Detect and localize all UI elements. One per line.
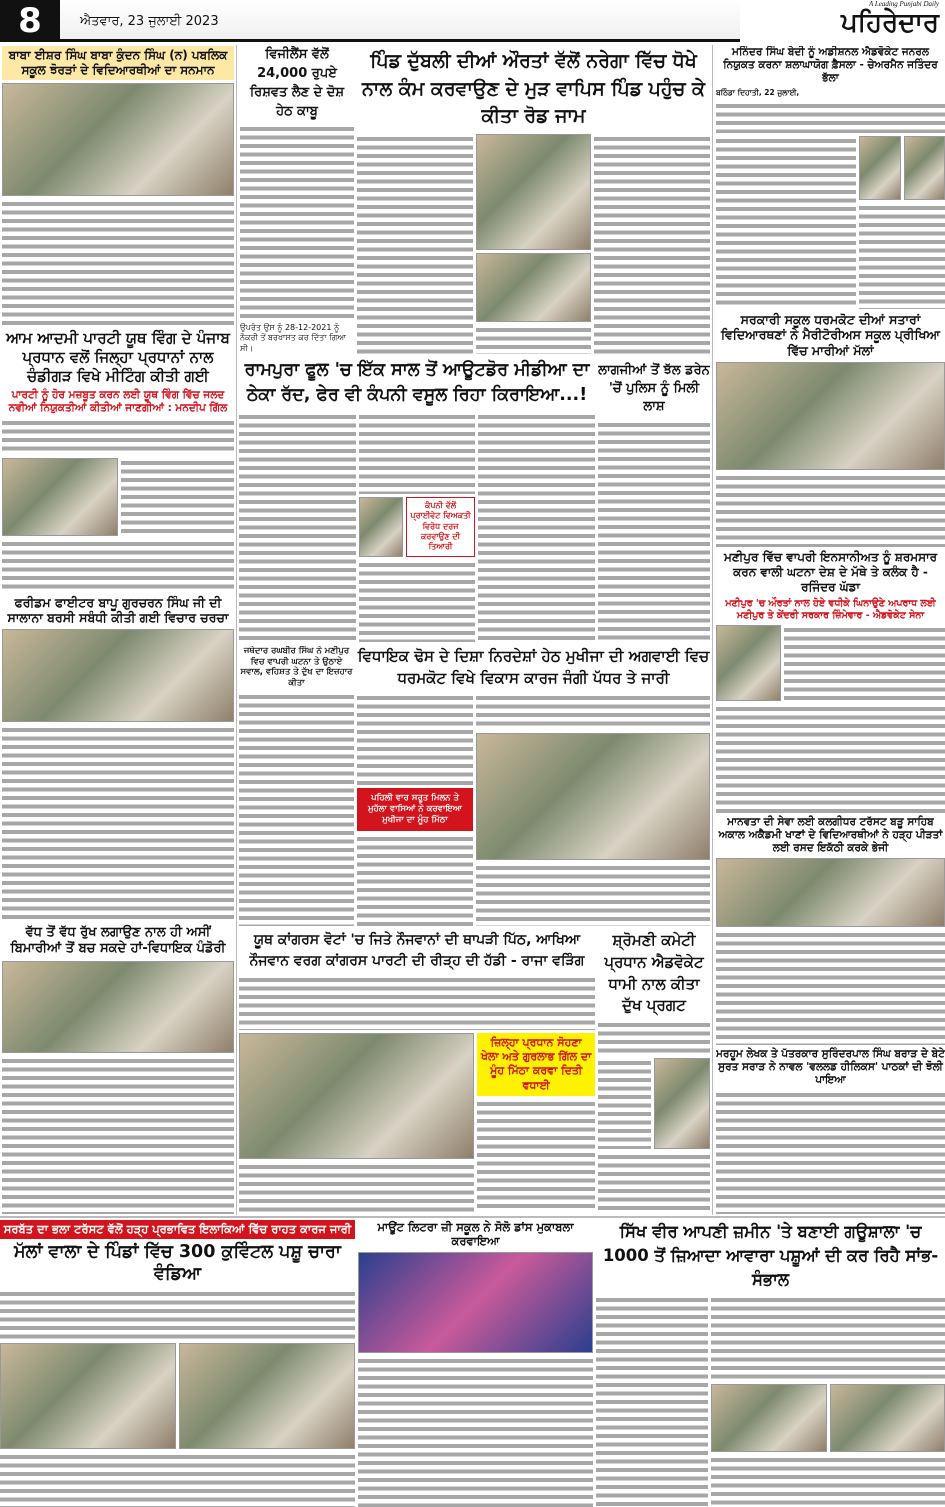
headline: ਮਾਨਵਤਾ ਦੀ ਸੇਵਾ ਲਈ ਕਲਗੀਧਰ ਟਰੱਸਟ ਬੜੂ ਸਾਹਿਬ ਅਕਾਲ ਅਕੈਡਮੀ ਖਾਣਾਂ ਦੇ ਵਿਦਿਆਰਥੀਆਂ ਨੇ ਹੜ੍ਹ ਪੀੜਤਾਂ ਲਈ ਰਸਦ ਇਕੱਠੀ ਕਰਕੇ ਭੇਜੀ: [716, 816, 945, 855]
inset-row: [359, 497, 476, 557]
photo: [2, 961, 234, 1054]
youth-article: [239, 930, 595, 1212]
highlight-box: ਜ਼ਿਲ੍ਹਾ ਪ੍ਰਧਾਨ ਸੋਹਣਾ ਖੇਲਾ ਅਤੇ ਗੁਰਲਾਭ ਗਿੱਲ ਦਾ ਮੂੰਹ ਮਿੱਠਾ ਕਰਵਾ ਦਿਤੀ ਵਧਾਈ: [477, 1033, 595, 1096]
logo-text: ਪਹਿਰੇਦਾਰ: [841, 8, 939, 38]
article-body: [716, 473, 945, 547]
photo: [239, 1033, 474, 1159]
article-body: [2, 539, 234, 592]
header-date: ਐਤਵਾਰ, 23 ਜੁਲਾਈ 2023: [80, 14, 219, 29]
article-subcolumn: [711, 1295, 945, 1507]
article-body: [598, 1058, 651, 1149]
article-body: [478, 412, 595, 642]
article-body: [716, 930, 945, 1044]
portrait-photo: [859, 136, 901, 200]
article-row: [357, 693, 710, 927]
photo: [476, 733, 710, 860]
article-body: [476, 325, 592, 354]
article-subcolumn: [476, 693, 710, 927]
column-divider: [712, 45, 713, 1215]
photo-row: [711, 1384, 945, 1453]
photo: [716, 858, 945, 927]
article-body: [596, 1295, 708, 1507]
gaushala-article: [596, 1220, 945, 1507]
portrait-row: [859, 136, 945, 200]
article-body: [239, 692, 354, 927]
headline: ਮਣੀਪੁਰ ਵਿੱਚ ਵਾਪਰੀ ਇਨਸਾਨੀਅਤ ਨੂੰ ਸ਼ਰਮਸਾਰ ਕਰਨ ਵਾਲੀ ਘਟਨਾ ਦੇਸ਼ ਦੇ ਮੱਥੇ ਤੇ ਕਲੰਕ ਹੈ - ਰਜਿੰਦਰ ਘੱਡਾ: [716, 550, 945, 595]
photo: [830, 1384, 945, 1453]
photo: [0, 1343, 176, 1449]
article-body: [716, 101, 945, 133]
column-right: [716, 46, 945, 1214]
article-body: [357, 834, 473, 926]
article-body: [716, 1090, 945, 1214]
article-subcolumn: [359, 412, 476, 642]
headline: ਜਥੇਦਾਰ ਰਘਬੀਰ ਸਿੰਘ ਨੇ ਮਣੀਪੁਰ ਵਿਚ ਵਾਪਰੀ ਘਟਨਾ ਤੇ ਉਠਾਏ ਸਵਾਲ, ਵਹਿਸ਼ਤ ਤੇ ਦੁੱਖ ਦਾ ਇਜ਼ਹਾਰ ਕੀਤਾ: [240, 646, 353, 688]
police-article: [598, 362, 710, 642]
article-body: [784, 625, 945, 701]
article-body: [476, 863, 710, 926]
article-row: [596, 1295, 945, 1507]
portrait-photo: [654, 1058, 710, 1149]
headline: ਸਿੱਖ ਵੀਰ ਆਪਣੀ ਜ਼ਮੀਨ 'ਤੇ ਬਣਾਈ ਗਊਸ਼ਾਲਾ 'ਚ 1000 ਤੋਂ ਜ਼ਿਆਦਾ ਆਵਾਰਾ ਪਸ਼ੂਆਂ ਦੀ ਕਰ ਰਿਹੈ ਸਾਂਭ-ਸੰਭਾਲ: [596, 1220, 945, 1292]
sarbat-article: [0, 1220, 355, 1507]
article-body: [240, 124, 354, 319]
article-body: [359, 560, 476, 642]
article-subcolumn: [477, 1033, 595, 1212]
article-body: [598, 420, 710, 642]
article-row: [239, 1033, 595, 1212]
tagline: A Leading Punjabi Daily: [868, 0, 939, 8]
photo: [358, 1252, 593, 1353]
article-body: [0, 1289, 355, 1340]
vigilance-article: [240, 46, 354, 354]
headline: ਮਨਿੰਦਰ ਸਿੰਘ ਬੇਦੀ ਨੂੰ ਅਡੀਸ਼ਨਲ ਐਡਵੋਕੇਟ ਜਨਰਲ ਨਿਯੁਕਤ ਕਰਨਾ ਸ਼ਲਾਘਾਯੋਗ ਫ਼ੈਸਲਾ - ਚੇਅਰਮੈਨ ਜਤਿੰਦਰ ਭੱਲਾ: [716, 46, 945, 85]
photo: [179, 1343, 355, 1449]
photo: [716, 362, 945, 470]
article-subcolumn: [239, 1033, 474, 1212]
headline: ਵਿਧਾਇਕ ਢੋਸ ਦੇ ਦਿਸ਼ਾ ਨਿਰਦੇਸ਼ਾਂ ਹੇਠ ਮੁਖੀਜਾ ਦੀ ਅਗਵਾਈ ਵਿਚ ਧਰਮਕੋਟ ਵਿਖੇ ਵਿਕਾਸ ਕਾਰਜ ਜੰਗੀ ਪੱਧਰ ਤੇ ਜਾਰੀ: [357, 646, 710, 690]
article-body: [711, 1455, 945, 1507]
article-body: [598, 1152, 710, 1212]
headline: ਬਾਬਾ ਈਸ਼ਰ ਸਿੰਘ ਬਾਬਾ ਕੁੰਦਨ ਸਿੰਘ (ਨ) ਪਬਲਿਕ ਸਕੂਲ ਝੋਰੜਾਂ ਦੇ ਵਿਦਿਆਰਥੀਆਂ ਦਾ ਸਨਮਾਨ: [2, 46, 234, 80]
headline: ਮਾਊਂਟ ਲਿਟਰਾ ਜ਼ੀ ਸਕੂਲ ਨੇ ਸੋਲੋ ਡਾਂਸ ਮੁਕਾਬਲਾ ਕਰਵਾਇਆ: [358, 1220, 593, 1249]
main-headline: ਪਿੰਡ ਦੁੱਬਲੀ ਦੀਆਂ ਔਰਤਾਂ ਵੱਲੋਂ ਨਰੇਗਾ ਵਿੱਚ ਧੋਖੇ ਨਾਲ ਕੰਮ ਕਰਵਾਉਣ ਦੇ ਮੁੜ ਵਾਪਿਸ ਪਿੰਡ ਪਹੁੰਚ ਕੇ ਕੀਤਾ ਰੋਡ ਜਾਮ: [357, 48, 710, 131]
portrait-photo: [904, 136, 945, 200]
page-number: 8: [18, 1, 42, 41]
inset-quote: ਕੰਪਨੀ ਵੱਲੋਂ ਪ੍ਰਾਈਵੇਟ ਵਿਅਕਤੀ ਵਿਰੋਧ ਦਰਜ ਕਰਵਾਉਣ ਦੀ ਤਿਆਰੀ: [406, 497, 476, 557]
jathedar-article: [239, 646, 354, 926]
article-body: [359, 412, 476, 494]
article-body: [0, 1452, 355, 1507]
photo: [2, 83, 234, 196]
headline: ਮੱਲਾਂ ਵਾਲਾ ਦੇ ਪਿੰਡਾਂ ਵਿੱਚ 300 ਕੁਵਿੰਟਲ ਪਸ਼ੂ ਚਾਰਾ ਵੰਡਿਆ: [0, 1242, 355, 1286]
photo: [2, 629, 234, 722]
article-body: [239, 1162, 474, 1212]
photo: [711, 1384, 827, 1453]
photo: [476, 253, 592, 322]
article-body: [716, 704, 945, 813]
article-body: [716, 136, 856, 308]
rampura-article: [239, 358, 595, 642]
article-row: [716, 136, 945, 308]
article-row: [598, 1058, 710, 1149]
photo-stack: [476, 134, 592, 354]
article-body: [859, 203, 945, 309]
logo: [745, 0, 945, 42]
headline: ਮਰਹੂਮ ਲੇਖਕ ਤੇ ਪੱਤਰਕਾਰ ਸੁਰਿੰਦਰਪਾਲ ਸਿੰਘ ਬਰਾੜ ਦੇ ਬੇਟੇ ਸੁਰਤ ਸਰਾੜ ਨੇ ਨਾਵਲ 'ਵਲਲਡ ਹੀਲਿਕਸ' ਪਾਠਕਾਂ ਦੀ ਝੋਲੀ ਪਾਇਆ: [716, 1047, 945, 1086]
subheadline: ਪਾਰਟੀ ਨੂੰ ਹੋਰ ਮਜ਼ਬੂਤ ਕਰਨ ਲਈ ਯੂਥ ਵਿੰਗ ਵਿੱਚ ਜਲਦ ਨਵੀਆਂ ਨਿਯੁਕਤੀਆਂ ਕੀਤੀਆਂ ਜਾਣਗੀਆਂ : ਮਨਦੀਪ ਗਿੱਲ: [2, 389, 234, 415]
article-body: [2, 1056, 234, 1214]
article-excerpt: ਉਪਰੰਤ ਉਸ ਨੂੰ 28-12-2021 ਨੂੰ ਨੌਕਰੀ ਤੋਂ ਬਰਖਾਸਤ ਕਰ ਦਿੱਤਾ ਗਿਆ ਸੀ।: [240, 322, 346, 353]
article-body: [477, 1099, 595, 1212]
article-body: [358, 1356, 593, 1507]
article-row: [357, 134, 710, 354]
article-body: [357, 693, 473, 785]
article-row: [2, 458, 234, 536]
column-divider: [236, 45, 237, 1215]
article-body: [239, 975, 595, 1030]
headline: ਆਮ ਆਦਮੀ ਪਾਰਟੀ ਯੂਥ ਵਿੰਗ ਦੇ ਪੰਜਾਬ ਪ੍ਰਧਾਨ ਵਲੋਂ ਜਿਲ੍ਹਾ ਪ੍ਰਧਾਨਾਂ ਨਾਲ ਚੰਡੀਗੜ ਵਿਖੇ ਮੀਟਿੰਗ ਕੀਤੀ ਗਈ: [2, 329, 234, 385]
main-article: [357, 48, 710, 354]
dance-article: [358, 1220, 593, 1507]
article-body: [121, 458, 235, 536]
headline: ਲਾਗਜੀਆਂ ਤੋਂ ਝੱਲ ਡਰੇਨ 'ਚੋਂ ਪੁਲਿਸ ਨੂੰ ਮਿਲੀ ਲਾਸ਼: [598, 362, 710, 417]
headline: ਸ਼੍ਰੋਮਣੀ ਕਮੇਟੀ ਪ੍ਰਧਾਨ ਐਡਵੋਕੇਟ ਧਾਮੀ ਨਾਲ ਕੀਤਾ ਦੁੱਖ ਪ੍ਰਗਟ: [598, 930, 710, 1017]
article-body: [239, 412, 356, 642]
article-body: [594, 134, 710, 354]
article-body: [2, 725, 234, 923]
headline: ਯੂਥ ਕਾਂਗਰਸ ਵੋਟਾਂ 'ਚ ਜਿਤੇ ਨੌਜਵਾਨਾਂ ਦੀ ਥਾਪੜੀ ਪਿੱਠ, ਆਖਿਆ ਨੌਜਵਾਨ ਵਰਗ ਕਾਂਗਰਸ ਪਾਰਟੀ ਦੀ ਰੀੜ੍ਹ ਦੀ ਹੱਡੀ - ਰਾਜਾ ਵੜਿੰਗ: [239, 930, 595, 972]
article-body: [476, 693, 710, 731]
highlight-box: ਪਹਿਲੀ ਵਾਰ ਸਰੂਤ ਮਿਲਨ ਤੇ ਮੁਹੱਲਾ ਵਾਸਿਆਂ ਨੇ ਕਰਵਾਇਆ ਮੁਖੀਜਾ ਦਾ ਮੂੰਹ ਮਿੱਠਾ: [357, 788, 473, 831]
article-subcolumn: [859, 136, 945, 308]
article-row: [716, 625, 945, 701]
section-divider: [0, 1216, 945, 1218]
headline: ਰਾਮਪੁਰਾ ਫੂਲ 'ਚ ਇੱਕ ਸਾਲ ਤੋਂ ਆਊਟਡੋਰ ਮੀਡੀਆ ਦਾ ਠੇਕਾ ਰੱਦ, ਫੇਰ ਵੀ ਕੰਪਨੀ ਵਸੂਲ ਰਿਹਾ ਕਿਰਾਇਆ...!: [239, 358, 595, 409]
kicker-bar: ਸਰਬੱਤ ਦਾ ਭਲਾ ਟਰੱਸਟ ਵੱਲੋਂ ਹੜ੍ਹ ਪ੍ਰਭਾਵਿਤ ਇਲਾਕਿਆਂ ਵਿੱਚ ਰਾਹਤ ਕਾਰਜ ਜਾਰੀ: [0, 1220, 355, 1239]
headline: ਫਰੀਡਮ ਫਾਈਟਰ ਬਾਪੂ ਗੁਰਚਰਨ ਸਿੰਘ ਜੀ ਦੀ ਸਾਲਾਨਾ ਬਰਸੀ ਸਬੰਧੀ ਕੀਤੀ ਗਈ ਵਿਚਾਰ ਚਰਚਾ: [2, 595, 234, 626]
photo: [2, 458, 118, 536]
article-body: [598, 1020, 710, 1055]
headline: ਵਿਜੀਲੈਂਸ ਵੱਲੋਂ 24,000 ਰੁਪਏ ਰਿਸ਼ਵਤ ਲੈਣ ਦੇ ਦੋਸ਼ ਹੇਠ ਕਾਬੂ: [240, 46, 354, 121]
photo-row: [0, 1343, 355, 1449]
sgpc-article: [598, 930, 710, 1212]
subheadline: ਮਣੀਪੁਰ 'ਚ ਔਰਤਾਂ ਨਾਲ ਹੋਏ ਵਧੀਕੇ ਘਿਨਾਉਣੇ ਅਪਰਾਧ ਲਈ ਮਣੀਪੁਰ ਤੇ ਕੇਂਦਰੀ ਸਰਕਾਰ ਜ਼ਿੰਮੇਵਾਰ - ਐਡਵੋਕੇਟ ਸੇਨਾ: [716, 598, 945, 622]
article-body: [357, 134, 473, 354]
article-body: [2, 418, 234, 456]
headline: ਸਰਕਾਰੀ ਸਕੂਲ ਧਰਮਕੋਟ ਦੀਆਂ ਸਤਾਰਾਂ ਵਿਦਿਆਰਥਣਾਂ ਨੇ ਮੈਰੀਟੋਰੀਅਸ ਸਕੂਲ ਪ੍ਰੀਖਿਆ ਵਿੱਚ ਮਾਰੀਆਂ ਮੱਲਾਂ: [716, 312, 945, 359]
article-subcolumn: [357, 693, 473, 927]
article-body: [2, 199, 234, 327]
headline: ਵੱਧ ਤੋਂ ਵੱਧ ਰੁੱਖ ਲਗਾਉਣ ਨਾਲ ਹੀ ਅਸੀਂ ਬਿਮਾਰੀਆਂ ਤੋਂ ਬਚ ਸਕਦੇ ਹਾਂ-ਵਿਧਾਇਕ ਪੰਡੋਰੀ: [2, 925, 234, 958]
article-row: [239, 412, 595, 642]
photo: [476, 134, 592, 251]
dateline: ਬਠਿੰਡਾ ਦਿਹਾਤੀ, 22 ਜੁਲਾਈ,: [716, 88, 800, 98]
vidhayak-article: [357, 646, 710, 926]
page-number-tab: [0, 0, 60, 42]
photo: [359, 497, 403, 557]
column-left: [2, 46, 234, 1214]
article-body: [711, 1295, 945, 1381]
portrait-photo: [716, 625, 781, 701]
